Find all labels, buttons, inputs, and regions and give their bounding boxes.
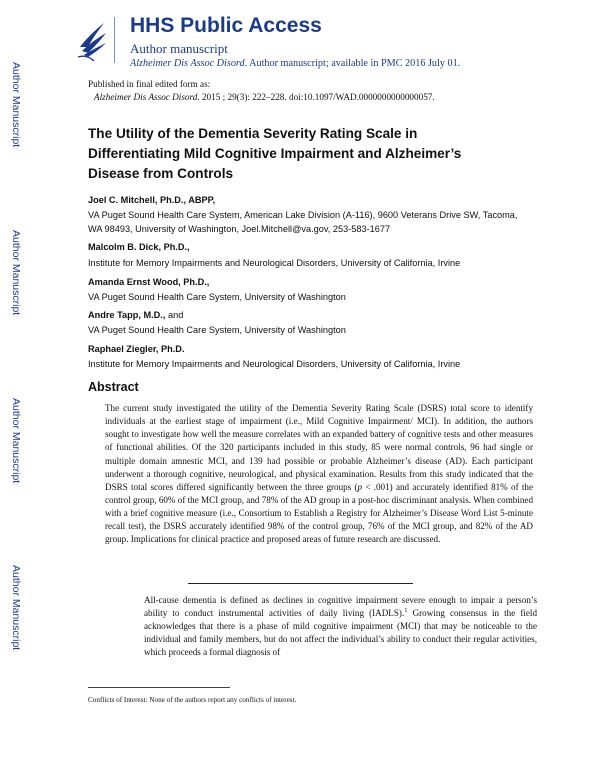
body-text-part1: All-cause dementia is defined as declines in cognitive impairment severe enough to impair a person’s ability to conduct instrumental activities of daily living (IADLS). xyxy=(144,595,537,619)
hhs-public-access-title: HHS Public Access xyxy=(130,14,322,37)
author-affiliation: VA Puget Sound Health Care System, University of Washington xyxy=(88,325,346,335)
author-name: Malcolm B. Dick, Ph.D., xyxy=(88,242,190,252)
author-affiliation: Institute for Memory Impairments and Neurological Disorders, University of California, Irvine xyxy=(88,359,461,369)
author-name: Raphael Ziegler, Ph.D. xyxy=(88,344,185,354)
author-manuscript-side-label: Author Manuscript xyxy=(10,398,22,484)
citation-journal: Alzheimer Dis Assoc Disord xyxy=(94,92,198,102)
section-divider xyxy=(188,583,413,584)
author-name: Joel C. Mitchell, Ph.D., ABPP, xyxy=(88,195,216,205)
published-as-label: Published in final edited form as: xyxy=(88,79,211,89)
body-paragraph xyxy=(144,594,537,659)
abstract-text-part1: The current study investigated the utility of the Dementia Severity Rating Scale (DSRS) total score to identify individuals at the earliest stage of impairment (i.e., Mild Cognitive Impairment/ MCI). In addition, the authors sought to investigate how well the measure correlates with an expanded battery of cognitive tests and other measures of functional abilities. Of the 320 participants included in this study, 85 were normal controls, 96 had single or multiple domain amnestic MCI, and 139 had possible or probable Alzheimer’s disease (AD). Each participant underwent a thorough cognitive, neurological, and physical examination. Results from this study indicated that the DSRS total scores differed significantly between the three groups ( xyxy=(105,403,533,492)
hhs-eagle-logo-icon xyxy=(74,17,115,63)
author-affiliation: VA Puget Sound Health Care System, American Lake Division (A-116), 9600 Veterans Drive SW, Tacoma, WA 98493, University of Washington, Joel.Mitchell@va.gov, 253-583-1677 xyxy=(88,210,518,234)
abstract-text xyxy=(105,402,533,546)
article-title: The Utility of the Dementia Severity Rating Scale in Differentiating Mild Cognitive Impairment and Alzheimer’s Disease from Controls xyxy=(88,126,462,181)
abstract-text-part2: < .001) and accurately identified 81% of the control group, 60% of the MCI group, and 78% of the AD group in a post-hoc discriminant analysis. When combined with a brief cognitive measure (i.e., Consortium to Establish a Registry for Alzheimer’s Disease Word List 5-minute recall test), the DSRS accurately identified 98% of the control group, 76% of the MCI group, and 82% of the AD group. Implications for clinical practice and proposed areas of future research are discussed. xyxy=(105,481,533,545)
abstract-heading: Abstract xyxy=(88,380,139,394)
author-manuscript-side-label: Author Manuscript xyxy=(10,62,22,148)
p-symbol: p xyxy=(357,481,363,492)
author-manuscript-side-label: Author Manuscript xyxy=(10,230,22,316)
author-conjunction: and xyxy=(165,310,184,320)
author-manuscript-side-label: Author Manuscript xyxy=(10,565,22,651)
body-text-part2: Growing consensus in the field acknowledges that there is a phase of mild cognitive impairment (MCI) that may be noticeable to the individual and family members, but do not affect the individual’s ability to conduct their regular activities, which proceeds a formal diagnosis of xyxy=(144,608,538,658)
citation-line xyxy=(94,92,435,102)
author-name-line xyxy=(88,310,183,320)
author-affiliation: Institute for Memory Impairments and Neurological Disorders, University of California, Irvine xyxy=(88,258,461,268)
author-manuscript-subtitle: Author manuscript xyxy=(130,41,228,56)
availability-text: . Author manuscript; available in PMC 2016 July 01. xyxy=(244,58,461,69)
author-name: Andre Tapp, M.D., xyxy=(88,310,166,320)
journal-availability-line xyxy=(130,58,460,69)
author-name: Amanda Ernst Wood, Ph.D., xyxy=(88,277,210,287)
journal-name: Alzheimer Dis Assoc Disord xyxy=(130,58,245,69)
author-affiliation: VA Puget Sound Health Care System, University of Washington xyxy=(88,292,346,302)
reference-superscript[interactable]: 1 xyxy=(404,607,408,615)
footnote-divider xyxy=(88,687,230,688)
conflicts-footnote: Conflicts of Interest: None of the authors report any conflicts of interest. xyxy=(88,696,297,704)
citation-details: . 2015 ; 29(3): 222–228. doi:10.1097/WAD.0000000000000057. xyxy=(197,92,435,102)
